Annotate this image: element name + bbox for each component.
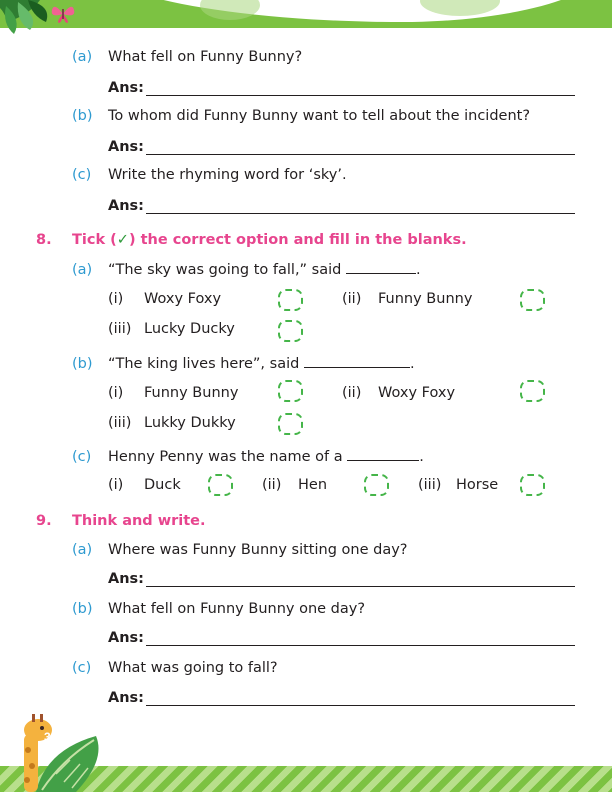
q9b-label: (b) — [72, 601, 93, 617]
q8b-option-3-tickbox[interactable] — [278, 413, 303, 435]
q9a-text: Where was Funny Bunny sitting one day? — [108, 542, 408, 558]
q7b-text: To whom did Funny Bunny want to tell about the incident? — [108, 108, 531, 124]
q8b-option-1-tickbox[interactable] — [278, 380, 303, 402]
q8b-label: (b) — [72, 356, 93, 372]
q8c-option-2-num: (ii) — [262, 477, 282, 493]
giraffe-icon — [10, 714, 58, 792]
q8a-option-2-text: Funny Bunny — [378, 291, 473, 307]
q8a-question: “The sky was going to fall,” said — [108, 262, 342, 278]
butterfly-icon — [50, 4, 76, 24]
q7c-label: (c) — [72, 167, 92, 183]
q8-heading-before: Tick ( — [72, 232, 117, 248]
q7c-answer-line[interactable] — [146, 213, 575, 214]
q8b-option-2-tickbox[interactable] — [520, 380, 545, 402]
q8-heading-after: ) the correct option and fill in the blanks. — [128, 232, 467, 248]
q8c-option-1-num: (i) — [108, 477, 124, 493]
q8a-option-3-tickbox[interactable] — [278, 320, 303, 342]
top-banner — [0, 0, 612, 28]
q8-heading — [72, 232, 467, 248]
q8b-option-1-text: Funny Bunny — [144, 385, 239, 401]
q8c-option-2-text: Hen — [298, 477, 328, 493]
q9b-text: What fell on Funny Bunny one day? — [108, 601, 366, 617]
page-number: 34 — [44, 730, 58, 744]
q8c-text — [108, 449, 424, 465]
q8c-option-3-num: (iii) — [418, 477, 442, 493]
q8c-option-1-text: Duck — [144, 477, 181, 493]
q8b-option-3-num: (iii) — [108, 415, 132, 431]
q7a-answer-line[interactable] — [146, 95, 575, 96]
q8-number: 8. — [36, 232, 52, 248]
q8b-option-2-num: (ii) — [342, 385, 362, 401]
q8a-end: . — [415, 262, 421, 278]
q8a-option-1-text: Woxy Foxy — [144, 291, 222, 307]
banner-curve — [90, 0, 610, 22]
q7a-ans-label: Ans: — [108, 80, 144, 96]
q7b-ans-label: Ans: — [108, 139, 144, 155]
q8c-question: Henny Penny was the name of a — [108, 449, 343, 465]
q8a-option-3-text: Lucky Ducky — [144, 321, 235, 337]
q8a-option-1-num: (i) — [108, 291, 124, 307]
q8a-option-3-num: (iii) — [108, 321, 132, 337]
q9c-answer-line[interactable] — [146, 705, 575, 706]
q8b-option-2-text: Woxy Foxy — [378, 385, 456, 401]
q9c-text: What was going to fall? — [108, 660, 278, 676]
q7a-text: What fell on Funny Bunny? — [108, 49, 303, 65]
q8b-option-1-num: (i) — [108, 385, 124, 401]
q8c-blank[interactable] — [347, 460, 419, 461]
q8a-text — [108, 262, 421, 278]
q8c-option-2-tickbox[interactable] — [364, 474, 389, 496]
q7c-text: Write the rhyming word for ‘sky’. — [108, 167, 347, 183]
checkmark-icon: ✓ — [116, 232, 129, 248]
q8b-question: “The king lives here”, said — [108, 356, 300, 372]
q7b-answer-line[interactable] — [146, 154, 575, 155]
q8a-option-2-tickbox[interactable] — [520, 289, 545, 311]
q7a-label: (a) — [72, 49, 93, 65]
q8c-option-3-tickbox[interactable] — [520, 474, 545, 496]
q8a-label: (a) — [72, 262, 93, 278]
q9-number: 9. — [36, 513, 52, 529]
q7b-label: (b) — [72, 108, 93, 124]
q8c-label: (c) — [72, 449, 92, 465]
q8b-blank[interactable] — [304, 367, 410, 368]
q9b-ans-label: Ans: — [108, 630, 144, 646]
q9a-ans-label: Ans: — [108, 571, 144, 587]
banner-bubble — [200, 0, 260, 20]
q9a-label: (a) — [72, 542, 93, 558]
q8c-end: . — [419, 449, 424, 465]
q9c-ans-label: Ans: — [108, 690, 144, 706]
q9a-answer-line[interactable] — [146, 586, 575, 587]
q9-heading: Think and write. — [72, 513, 206, 529]
q8c-option-1-tickbox[interactable] — [208, 474, 233, 496]
q8b-end: . — [409, 356, 415, 372]
q8a-blank[interactable] — [346, 273, 416, 274]
q7c-ans-label: Ans: — [108, 198, 144, 214]
q9b-answer-line[interactable] — [146, 645, 575, 646]
q8a-option-1-tickbox[interactable] — [278, 289, 303, 311]
q8b-text — [108, 356, 415, 372]
q8b-option-3-text: Lukky Dukky — [144, 415, 236, 431]
q8c-option-3-text: Horse — [456, 477, 499, 493]
q9c-label: (c) — [72, 660, 92, 676]
q8a-option-2-num: (ii) — [342, 291, 362, 307]
